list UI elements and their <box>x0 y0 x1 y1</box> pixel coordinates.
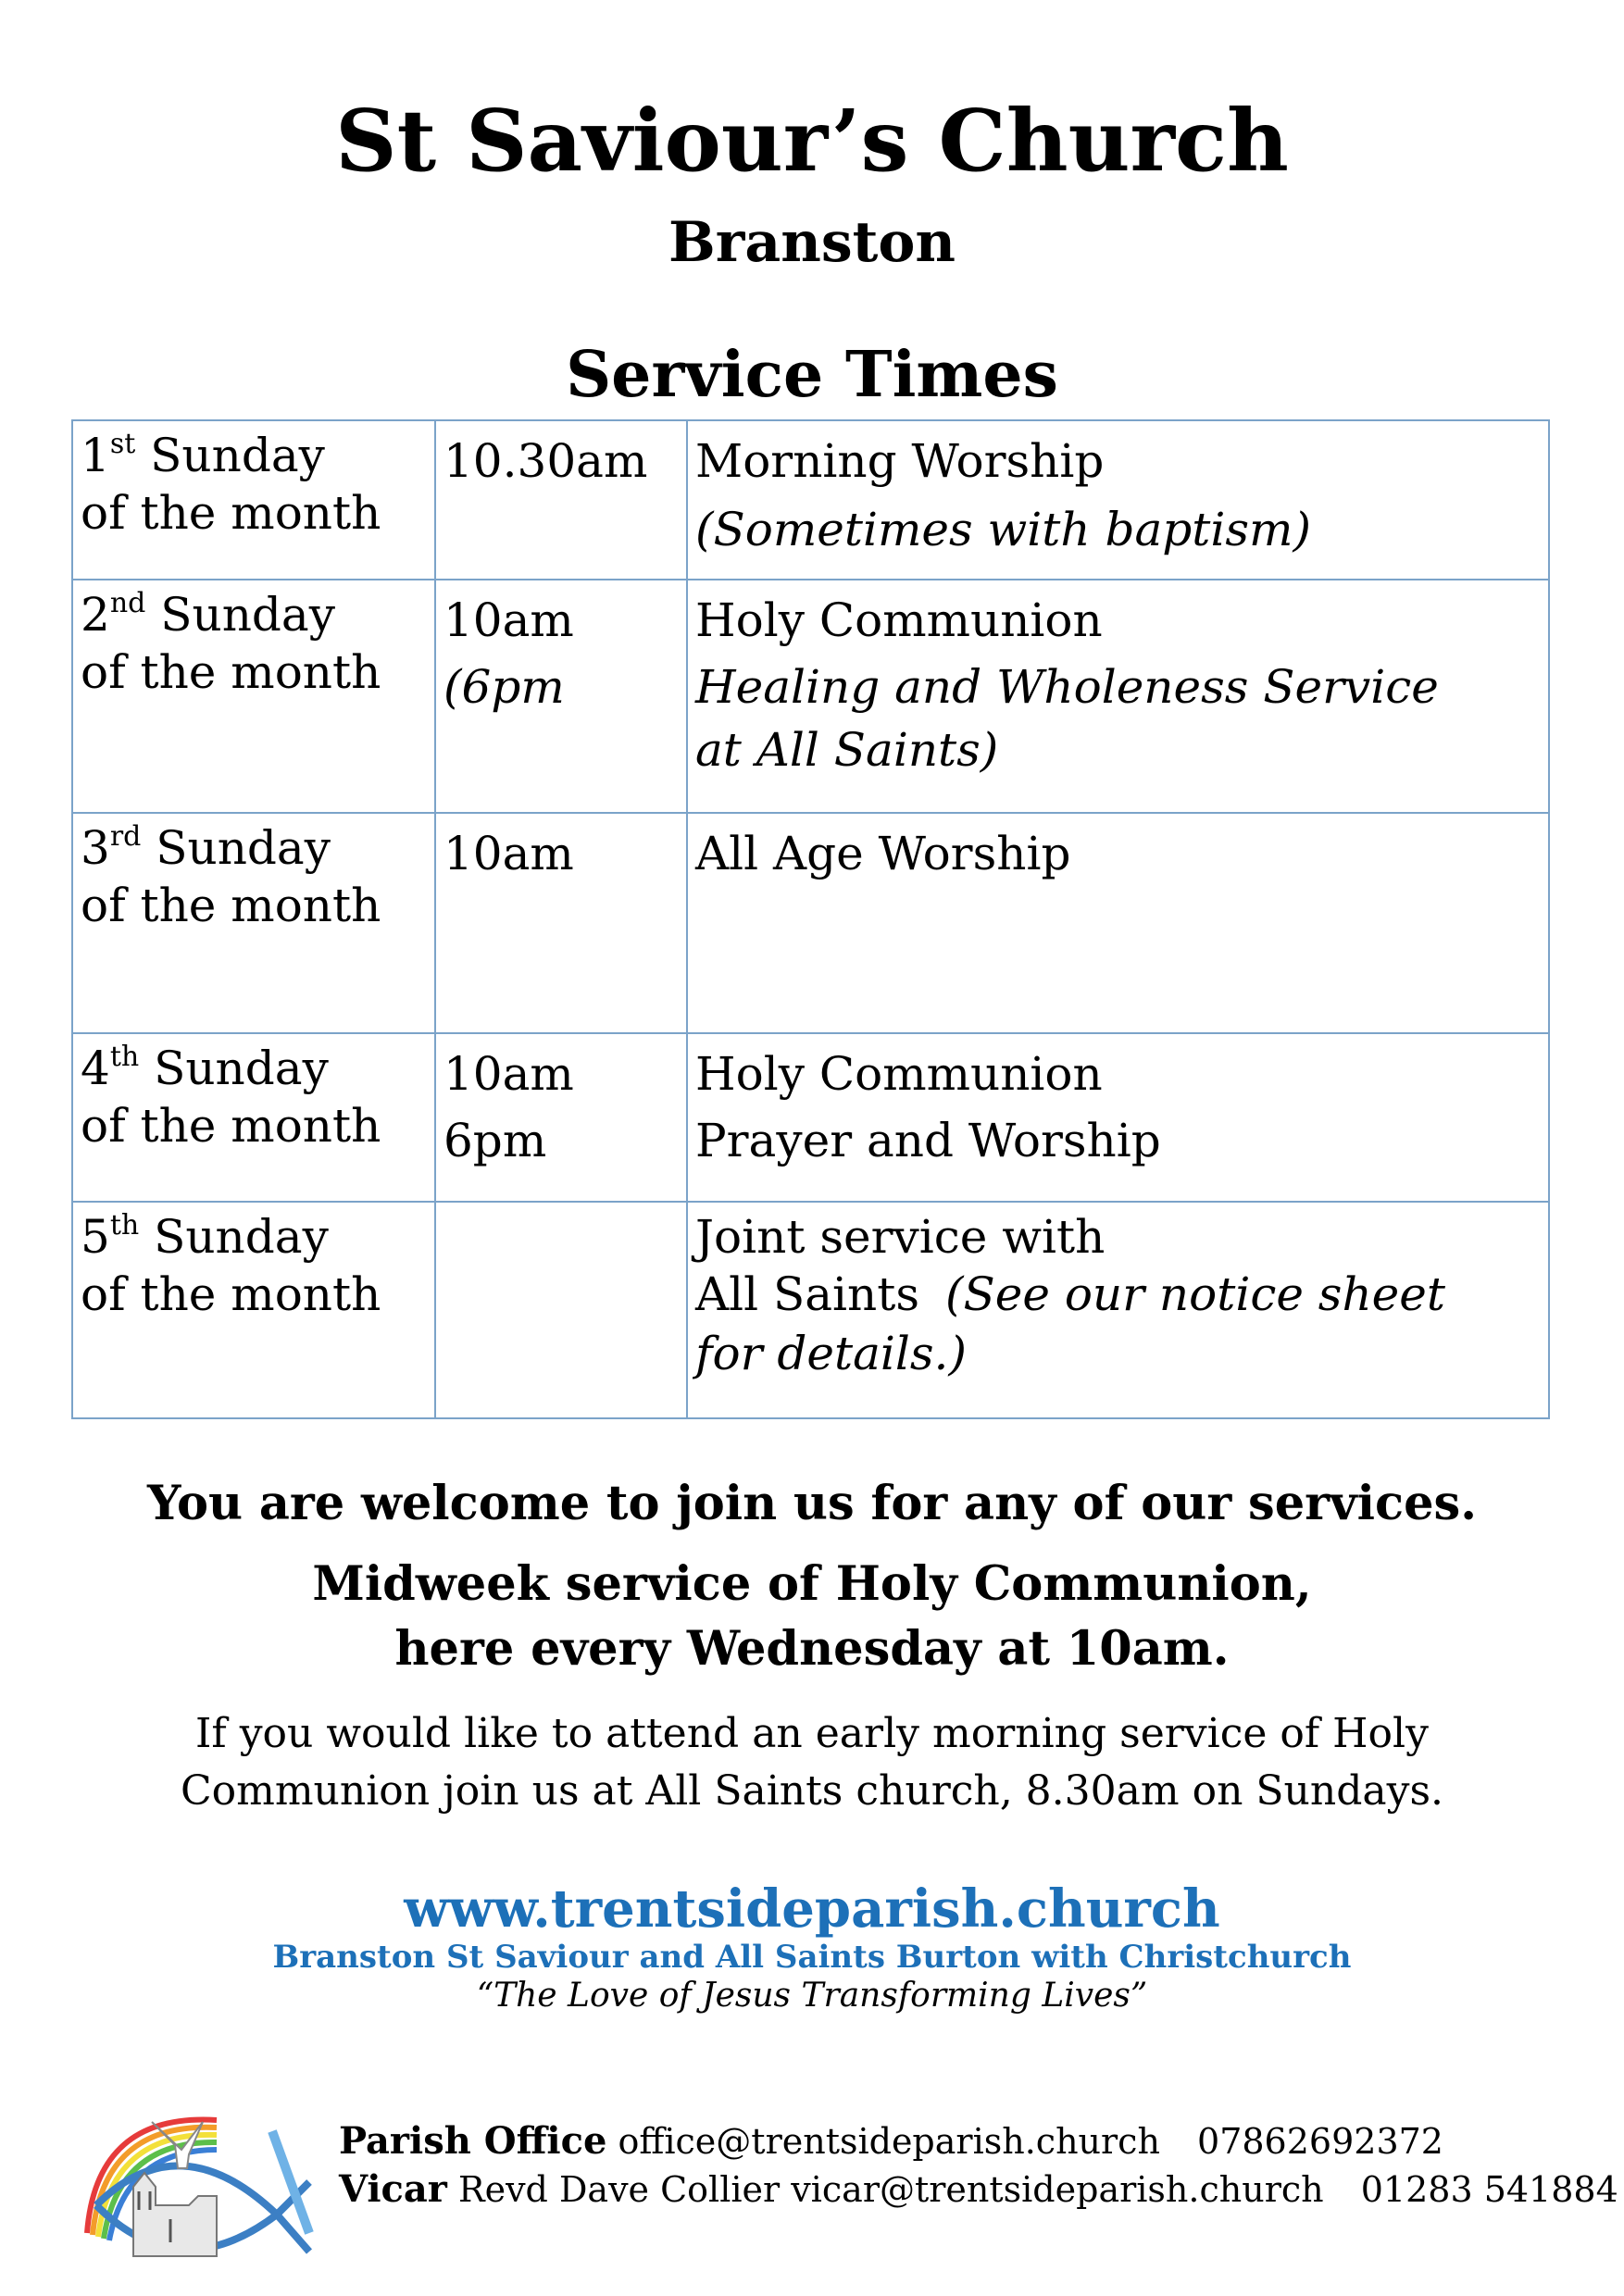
parish-office-contact: Parish Office office@trentsideparish.church 07862692372 <box>339 2119 1443 2163</box>
service-times-table <box>71 419 1550 1419</box>
table-row <box>72 1033 1549 1202</box>
vicar-contact: Vicar Revd Dave Collier vicar@trentsideparish.church 01283 541884 <box>339 2167 1618 2211</box>
time-cell: 10.30am <box>435 420 687 580</box>
church-location: Branston <box>668 210 956 275</box>
vicar-phone[interactable]: 01283 541884 <box>1360 2169 1618 2210</box>
parishes-line: Branston St Saviour and All Saints Burton with Christchurch <box>272 1939 1352 1976</box>
office-email[interactable]: office@trentsideparish.church <box>618 2121 1160 2162</box>
table-row <box>72 1202 1549 1418</box>
day-cell: 2nd Sunday of the month <box>72 580 435 813</box>
time-cell: 10am <box>435 813 687 1033</box>
time-cell: 10am (6pm <box>435 580 687 813</box>
service-cell: Morning Worship (Sometimes with baptism) <box>687 420 1549 580</box>
dove-fish-rainbow-logo-icon <box>78 2094 328 2270</box>
midweek-time-text: here every Wednesday at 10am. <box>394 1621 1230 1677</box>
time-cell <box>435 1202 687 1418</box>
service-cell: Holy Communion Prayer and Worship <box>687 1033 1549 1202</box>
early-service-text: If you would like to attend an early morning service of Holy Communion join us at All Saints church, 8.30am on Sundays. <box>180 1710 1444 1815</box>
day-cell: 3rd Sunday of the month <box>72 813 435 1033</box>
table-row <box>72 580 1549 813</box>
service-cell: Holy Communion Healing and Wholeness Service at All Saints) <box>687 580 1549 813</box>
service-cell: Joint service with All Saints (See our notice sheet for details.) <box>687 1202 1549 1418</box>
day-cell: 1st Sunday of the month <box>72 420 435 580</box>
section-title: Service Times <box>566 338 1058 412</box>
office-phone[interactable]: 07862692372 <box>1197 2121 1443 2162</box>
website-link[interactable]: www.trentsideparish.church <box>404 1878 1220 1940</box>
vicar-email[interactable]: vicar@trentsideparish.church <box>791 2169 1324 2210</box>
day-cell: 4th Sunday of the month <box>72 1033 435 1202</box>
service-cell: All Age Worship <box>687 813 1549 1033</box>
table-row <box>72 420 1549 580</box>
welcome-text: You are welcome to join us for any of our services. <box>147 1476 1477 1531</box>
time-cell: 10am 6pm <box>435 1033 687 1202</box>
church-title: St Saviour’s Church <box>335 91 1289 191</box>
tagline: “The Love of Jesus Transforming Lives” <box>476 1977 1148 2015</box>
day-cell: 5th Sunday of the month <box>72 1202 435 1418</box>
table-row <box>72 813 1549 1033</box>
midweek-text: Midweek service of Holy Communion, <box>312 1556 1312 1612</box>
